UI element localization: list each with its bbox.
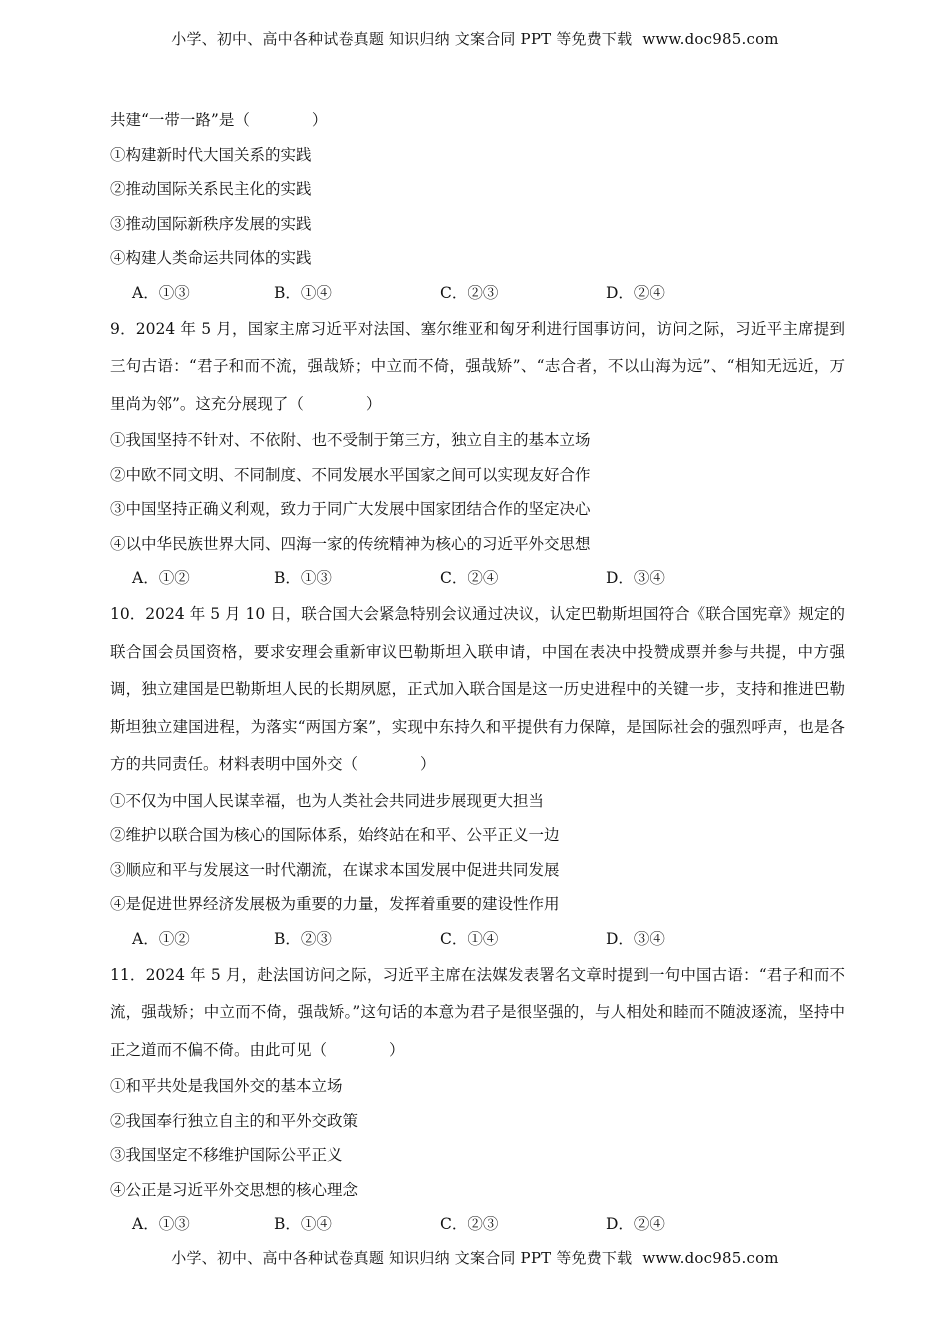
q10-stem: 10．2024 年 5 月 10 日，联合国大会紧急特别会议通过决议，认定巴勒斯坦国符合《联合国宪章》规定的联合国会员国资格，要求安理会重新审议巴勒斯坦入联申请，中国在表决中投赞成票并参与共提，中方强调，独立建国是巴勒斯坦人民的长期夙愿，正式加入联合国是这一历史进程中的关键一步，支持和推进巴勒斯坦独立建国进程，为落实“两国方案”，实现中东持久和平提供有力保障，是国际社会的强烈呼声，也是各方的共同责任。材料表明中国外交（ ）	[110, 605, 845, 774]
q8-stem: 共建“一带一路”是（ ）	[110, 111, 328, 129]
header-text: 小学、初中、高中各种试卷真题 知识归纳 文案合同 PPT 等免费下载	[171, 30, 633, 48]
q11-item-3: ③我国坚定不移维护国际公平正义	[110, 1146, 343, 1165]
q11-item-2: ②我国奉行独立自主的和平外交政策	[110, 1111, 359, 1130]
q11-stem: 11．2024 年 5 月，赴法国访问之际，习近平主席在法媒发表署名文章时提到一句中国古语：“君子和而不流，强哉矫；中立而不倚，强哉矫。”这句话的本意为君子是很坚强的，与人相处和睦而不随波逐流，坚持中正之道而不偏不倚。由此可见（ ）	[110, 965, 845, 1059]
q8-item-4: ④构建人类命运共同体的实践	[110, 249, 312, 268]
q10-option-a[interactable]: A．①②	[132, 929, 190, 948]
q9-options	[110, 561, 845, 596]
q9-option-c[interactable]: C．②④	[440, 569, 499, 588]
page-header	[0, 28, 950, 49]
q10-option-b[interactable]: B．②③	[274, 929, 332, 948]
q10-options	[110, 922, 845, 957]
q10-item-2: ②维护以联合国为核心的国际体系，始终站在和平、公平正义一边	[110, 826, 560, 845]
q8-option-a[interactable]: A．①③	[132, 283, 190, 302]
q8-option-b[interactable]: B．①④	[274, 283, 332, 302]
header-url[interactable]: www.doc985.com	[642, 30, 779, 48]
q9-option-b[interactable]: B．①③	[274, 569, 332, 588]
q8-item-3: ③推动国际新秩序发展的实践	[110, 214, 312, 233]
q9-option-a[interactable]: A．①②	[132, 569, 190, 588]
q10-option-c[interactable]: C．①④	[440, 929, 499, 948]
q8-item-2: ②推动国际关系民主化的实践	[110, 180, 312, 199]
q9-item-3: ③中国坚持正确义利观，致力于同广大发展中国家团结合作的坚定决心	[110, 500, 591, 519]
q10-item-3: ③顺应和平与发展这一时代潮流，在谋求本国发展中促进共同发展	[110, 860, 560, 879]
q9-option-d[interactable]: D．③④	[606, 569, 665, 588]
q9-item-4: ④以中华民族世界大同、四海一家的传统精神为核心的习近平外交思想	[110, 534, 591, 553]
q8-option-d[interactable]: D．②④	[606, 283, 665, 302]
q11-option-b[interactable]: B．①④	[274, 1215, 332, 1234]
q11-options	[110, 1207, 845, 1242]
q8-options	[110, 276, 845, 311]
document-body	[110, 103, 845, 1242]
footer-text: 小学、初中、高中各种试卷真题 知识归纳 文案合同 PPT 等免费下载	[171, 1249, 633, 1267]
q9-item-2: ②中欧不同文明、不同制度、不同发展水平国家之间可以实现友好合作	[110, 465, 591, 484]
q11-item-4: ④公正是习近平外交思想的核心理念	[110, 1180, 359, 1199]
q11-option-c[interactable]: C．②③	[440, 1215, 499, 1234]
q10-item-1: ①不仅为中国人民谋幸福，也为人类社会共同进步展现更大担当	[110, 791, 545, 810]
q11-item-1: ①和平共处是我国外交的基本立场	[110, 1077, 343, 1095]
q11-option-a[interactable]: A．①③	[132, 1215, 190, 1234]
q8-item-1: ①构建新时代大国关系的实践	[110, 145, 312, 164]
q8-option-c[interactable]: C．②③	[440, 283, 499, 302]
q10-item-4: ④是促进世界经济发展极为重要的力量，发挥着重要的建设性作用	[110, 895, 560, 914]
footer-url[interactable]: www.doc985.com	[642, 1249, 779, 1267]
q9-stem: 9．2024 年 5 月，国家主席习近平对法国、塞尔维亚和匈牙利进行国事访问，访问之际，习近平主席提到三句古语：“君子和而不流，强哉矫；中立而不倚，强哉矫”、“志合者，不以山海为远”、“相知无远近，万里尚为邻”。这充分展现了（ ）	[110, 319, 845, 413]
q10-option-d[interactable]: D．③④	[606, 929, 665, 948]
page-footer	[0, 1247, 950, 1268]
q9-item-1: ①我国坚持不针对、不依附、也不受制于第三方，独立自主的基本立场	[110, 431, 591, 450]
q11-option-d[interactable]: D．②④	[606, 1215, 665, 1234]
